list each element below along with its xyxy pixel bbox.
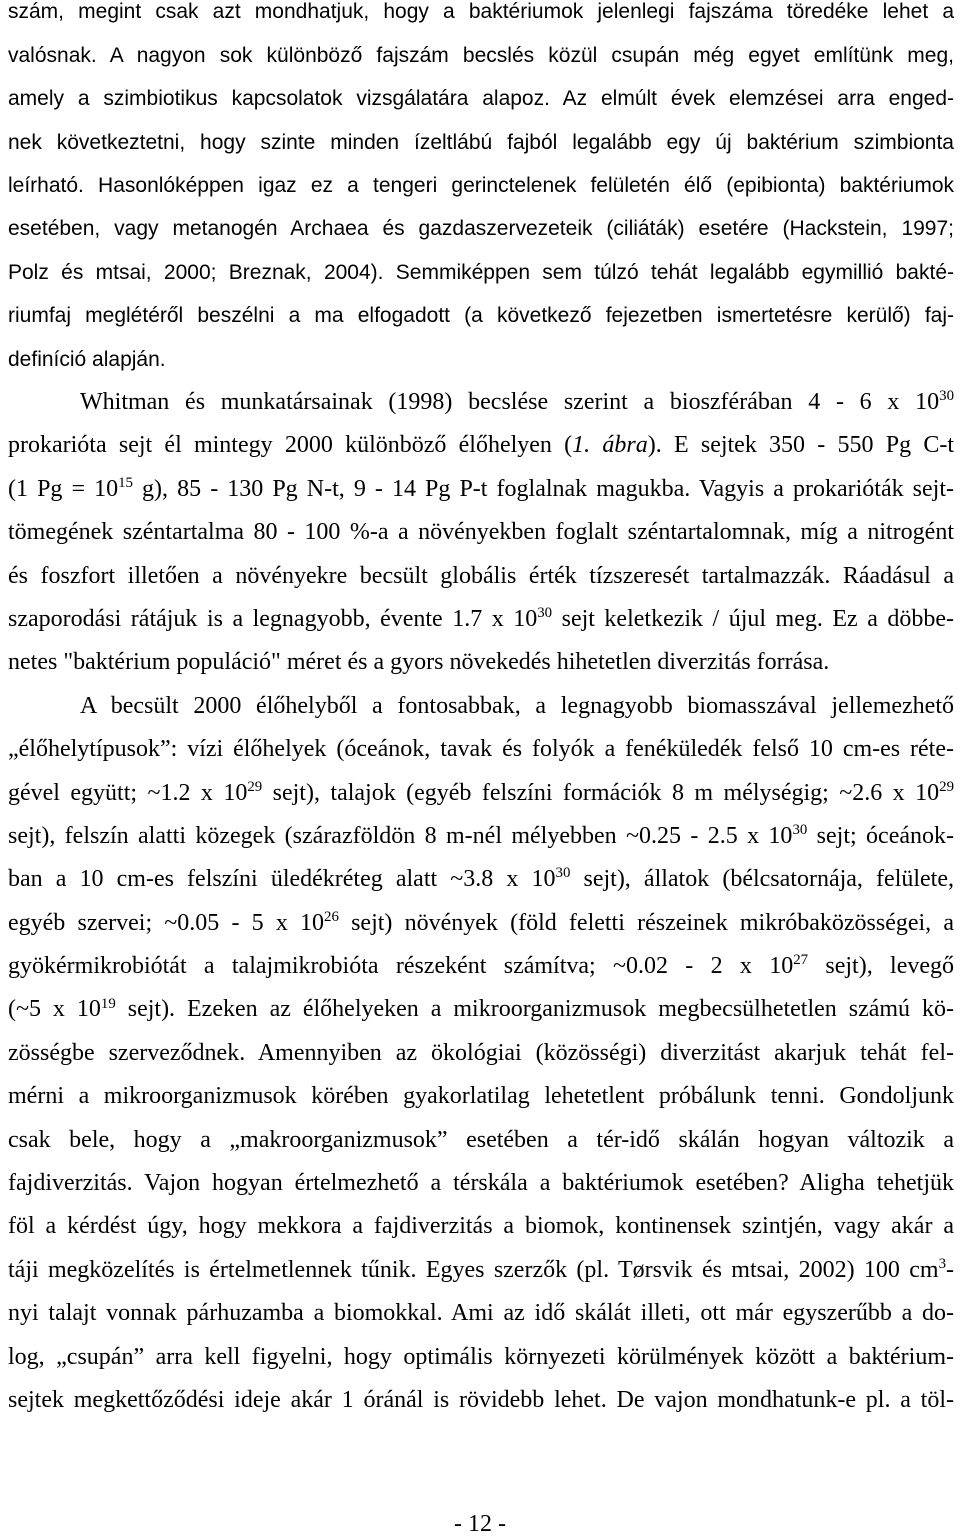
text-segment: sejt), állatok (bélcsatornája, felülete, xyxy=(570,866,954,893)
text-line: mérni a mikroorganizmusok körében gyakorlatilag lehetetlent próbálunk tenni. Gondoljunk xyxy=(8,1083,954,1110)
text-segment: egyéb szervei; ~0.05 - 5 x 10 xyxy=(8,909,325,936)
exponent: 30 xyxy=(792,822,808,838)
exponent: 30 xyxy=(939,388,954,405)
text-line xyxy=(8,772,954,815)
text-line: szám, megint csak azt mondhatjuk, hogy a baktériumok jelenlegi fajszáma töredéke lehet a xyxy=(8,0,954,23)
text-segment: sejt keletkezik / újul meg. Ez a döbbe- xyxy=(552,605,954,632)
exponent: 30 xyxy=(555,865,571,882)
text-segment: - xyxy=(946,1256,954,1283)
text-line xyxy=(8,381,954,424)
text-line: valósnak. A nagyon sok különböző fajszám becslés közül csupán még egyet említünk meg, xyxy=(8,43,954,67)
text-line: zösségbe szerveződnek. Amennyiben az ökológiai (közösségi) diverzitást akarjuk tehát fel- xyxy=(8,1039,954,1066)
text-segment: prokarióta sejt él mintegy 2000 különböző élőhelyen ( xyxy=(8,432,573,459)
exponent: 29 xyxy=(939,778,954,795)
text-segment: Whitman és munkatársainak (1998) becslése szerint a bioszférában 4 - 6 x 10 xyxy=(80,389,940,416)
text-line: sejtek megkettőződési ideje akár 1 óránál is rövidebb lehet. De vajon mondhatunk-e pl. a töl- xyxy=(8,1387,954,1413)
text-segment: gével együtt; ~1.2 x 10 xyxy=(8,779,248,806)
exponent: 29 xyxy=(247,778,263,795)
text-line xyxy=(8,858,954,901)
text-line xyxy=(8,815,954,858)
text-segment: szaporodási rátájuk is a legnagyobb, évente 1.7 x 10 xyxy=(8,605,538,632)
text-line: és foszfort illetően a növényekre becsült globális érték tízszeresét tartalmazzák. Ráadásul a xyxy=(8,562,954,589)
exponent: 15 xyxy=(118,474,133,491)
text-segment: sejt), talajok (egyéb felszíni formációk 8 m mélységig; ~2.6 x 10 xyxy=(262,779,940,806)
text-line xyxy=(8,1249,954,1292)
exponent: 19 xyxy=(100,995,116,1012)
text-line: definíció alapján. xyxy=(8,347,166,371)
text-segment: sejt) növények (föld feletti részeinek mikróbaközösségei, a xyxy=(338,909,954,936)
text-line xyxy=(8,945,954,988)
text-line: „élőhelytípusok”: vízi élőhelyek (óceánok, tavak és folyók a fenéküledék felső 10 cm-es réte- xyxy=(8,736,954,763)
text-line: log, „csupán” arra kell figyelni, hogy optimális környezeti körülmények között a baktérium- xyxy=(8,1343,954,1370)
text-segment: ban a 10 cm-es felszíni üledékréteg alatt ~3.8 x 10 xyxy=(8,866,556,893)
text-segment: sejt). Ezeken az élőhelyeken a mikroorganizmusok megbecsülhetetlen számú kö- xyxy=(115,996,954,1023)
text-line: riumfaj meglétéről beszélni a ma elfogadott (a következő fejezetben ismertetésre kerülő) faj- xyxy=(8,304,954,328)
text-segment: sejt; óceánok- xyxy=(807,822,954,849)
exponent: 30 xyxy=(537,605,553,622)
text-segment: (~5 x 10 xyxy=(8,996,101,1023)
text-line: Polz és mtsai, 2000; Breznak, 2004). Semmiképpen sem túlzó tehát legalább egymillió bakté- xyxy=(8,260,954,284)
text-line: tömegének széntartalma 80 - 100 %-a a növényekben foglalt széntartalomnak, míg a nitrogént xyxy=(8,519,954,546)
text-line: leírható. Hasonlóképpen igaz ez a tengeri gerinctelenek felületén élő (epibionta) baktériumok xyxy=(8,174,954,198)
text-line xyxy=(8,598,954,641)
page-number: - 12 - xyxy=(454,1511,506,1537)
text-segment: gyökérmikrobiótát a talajmikrobióta részeként számítva; ~0.02 - 2 x 10 xyxy=(8,953,794,980)
exponent: 3 xyxy=(938,1255,946,1272)
text-line: netes "baktérium populáció" méret és a gyors növekedés hihetetlen diverzitás forrása. xyxy=(8,649,830,676)
text-segment: g), 85 - 130 Pg N-t, 9 - 14 Pg P-t foglalnak magukba. Vagyis a prokarióták sejt- xyxy=(132,475,954,502)
text-segment: sejt), levegő xyxy=(808,953,954,980)
page-body xyxy=(8,0,954,1422)
text-line: fajdiverzitás. Vajon hogyan értelmezhető a térskála a baktériumok esetében? Aligha tehetjük xyxy=(8,1170,954,1197)
figure-reference: 1. ábra xyxy=(572,432,648,459)
text-segment: ). E sejtek 350 - 550 Pg C-t xyxy=(647,432,954,459)
text-line: nyi talajt vonnak párhuzamba a biomokkal. Ami az idő skálát illeti, ott már egyszerűbb a do- xyxy=(8,1300,954,1327)
paragraph xyxy=(8,0,954,381)
exponent: 27 xyxy=(793,952,809,969)
text-line: nek következtetni, hogy szinte minden ízeltlábú fajból legalább egy új baktérium szimbionta xyxy=(8,130,954,154)
text-line: csak bele, hogy a „makroorganizmusok” esetében a tér-idő skálán hogyan változik a xyxy=(8,1126,954,1153)
text-line: A becsült 2000 élőhelyből a fontosabbak, a legnagyobb biomasszával jellemezhető xyxy=(80,692,954,719)
text-line xyxy=(8,988,954,1031)
text-segment: (1 Pg = 10 xyxy=(8,475,119,502)
text-line: esetében, vagy metanogén Archaea és gazdaszervezeteik (ciliáták) esetére (Hackstein, 1997; xyxy=(8,217,954,241)
text-line xyxy=(8,468,954,511)
text-line: föl a kérdést úgy, hogy mekkora a fajdiverzitás a biomok, kontinensek szintjén, vagy akár a xyxy=(8,1213,954,1240)
text-segment: táji megközelítés is értelmetlennek tűnik. Egyes szerzők (pl. Tørsvik és mtsai, 2002) 100 cm xyxy=(8,1256,939,1283)
paragraph xyxy=(8,685,954,1423)
text-line: amely a szimbiotikus kapcsolatok vizsgálatára alapoz. Az elmúlt évek elemzései arra enged- xyxy=(8,87,954,111)
text-line xyxy=(8,902,954,945)
text-line xyxy=(8,424,954,467)
exponent: 26 xyxy=(324,908,339,925)
text-segment: sejt), felszín alatti közegek (szárazföldön 8 m-nél mélyebben ~0.25 - 2.5 x 10 xyxy=(8,822,793,849)
paragraph xyxy=(8,381,954,685)
